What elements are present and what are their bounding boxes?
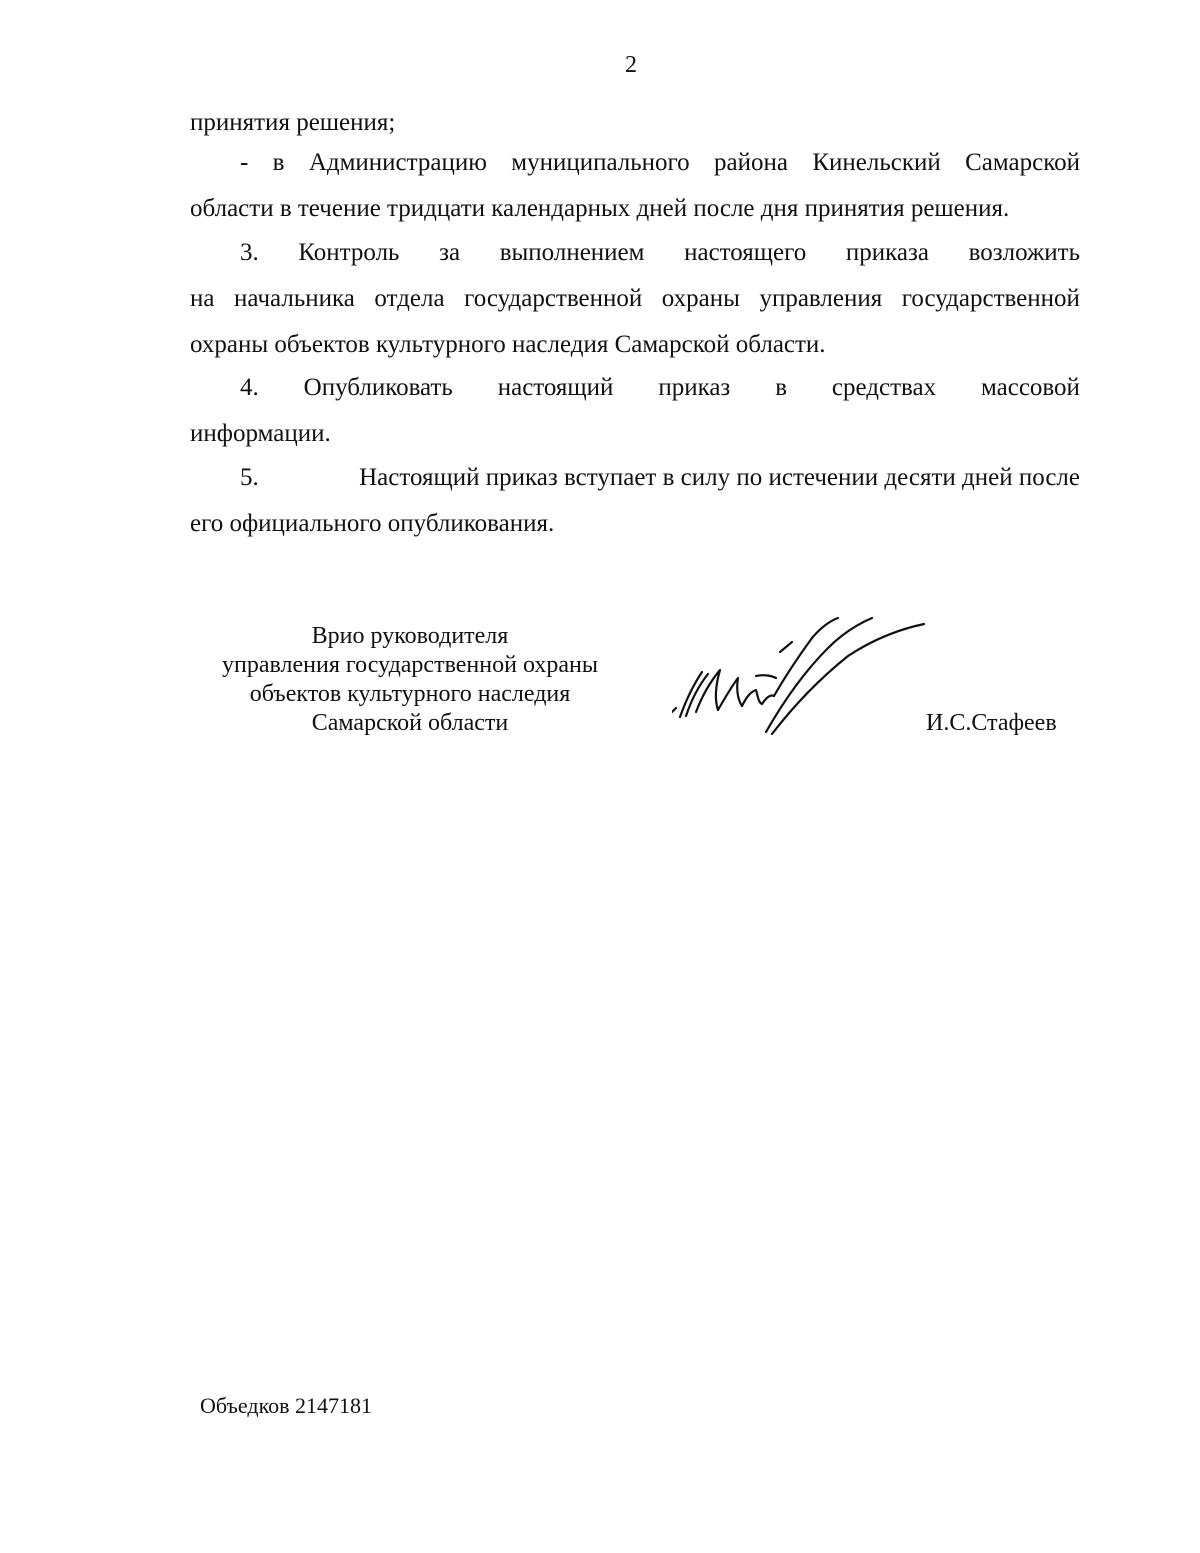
word: приказ (658, 374, 731, 401)
word: за (439, 239, 461, 266)
text-line-justified (190, 140, 1080, 186)
word: Контроль (298, 239, 400, 266)
text-line: его официального опубликования. (190, 510, 555, 537)
word: Опубликовать (303, 374, 453, 401)
word: государственной (464, 285, 643, 312)
word: массовой (980, 374, 1080, 401)
item-number: 4. (240, 374, 259, 401)
paragraph-item-5 (190, 455, 1080, 547)
word: - (240, 149, 249, 176)
word: возложить (968, 239, 1080, 266)
text-line: принятия решения; (190, 109, 396, 136)
page-number: 2 (625, 52, 637, 78)
word: средствах (831, 374, 937, 401)
word: выполнением (499, 239, 645, 266)
text-line-justified (190, 365, 1080, 411)
handwritten-signature-icon (672, 612, 932, 742)
word: Кинельский (812, 149, 941, 176)
paragraph-administration (190, 140, 1080, 232)
word: охраны (661, 285, 740, 312)
text-line-justified (190, 276, 1080, 322)
paragraph-item-3 (190, 230, 1080, 368)
word: государственной (901, 285, 1080, 312)
item-number: 3. (240, 239, 259, 266)
position-line: Самарской области (311, 710, 509, 736)
word: приказа (845, 239, 929, 266)
executor-note: Объедков 2147181 (200, 1393, 373, 1418)
text-line: информации. (190, 420, 331, 447)
item-number: 5. (240, 464, 259, 491)
paragraph-item-4 (190, 365, 1080, 457)
word: настоящий (497, 374, 614, 401)
word: начальника (234, 285, 355, 312)
word: настоящего (684, 239, 807, 266)
word: управления (759, 285, 883, 312)
text-line: области в течение тридцати календарных дней после дня принятия решения. (190, 195, 1010, 222)
text-line-justified (190, 230, 1080, 276)
word: на (190, 285, 215, 312)
word: в (272, 149, 285, 176)
word: Самарской (965, 149, 1080, 176)
word: Администрацию (308, 149, 487, 176)
position-line: Врио руководителя (311, 623, 509, 649)
text-segment: Настоящий приказ вступает в силу по истечении десяти дней после (359, 464, 1080, 491)
text-line-justified (190, 455, 1080, 501)
text-line: охраны объектов культурного наследия Самарской области. (190, 331, 826, 358)
word: муниципального (511, 149, 690, 176)
word: отдела (374, 285, 445, 312)
signer-name: И.С.Стафеев (926, 710, 1057, 736)
word: района (714, 149, 788, 176)
position-line: объектов культурного наследия (249, 681, 571, 707)
position-line: управления государственной охраны (222, 652, 598, 678)
signatory-position (195, 622, 625, 738)
word: в (775, 374, 788, 401)
